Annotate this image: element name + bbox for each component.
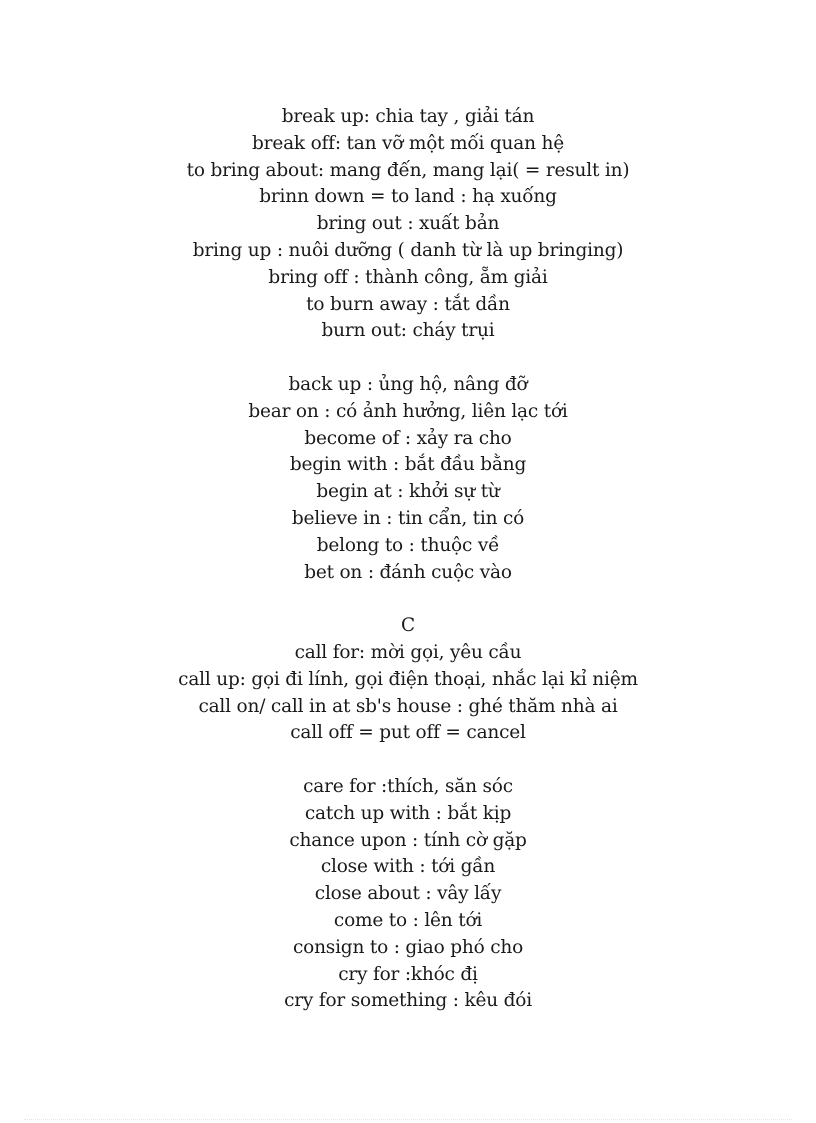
list-item: call on/ call in at sb's house : ghé thăm nhà ai [198, 695, 618, 717]
list-item: brinn down = to land : hạ xuống [259, 186, 557, 208]
list-item: call up: gọi đi lính, gọi điện thoại, nhắc lại kỉ niệm [178, 668, 638, 690]
section-c-group-1 [0, 640, 816, 747]
section-b-group-2 [0, 372, 816, 586]
list-item: bring off : thành công, ẵm giải [268, 266, 548, 288]
section-c-group-2 [0, 774, 816, 1015]
list-item: bear on : có ảnh hưởng, liên lạc tới [248, 400, 568, 422]
list-item: catch up with : bắt kịp [304, 802, 512, 824]
blank-line [0, 586, 816, 613]
list-item: to bring about: mang đến, mang lại( = result in) [186, 159, 630, 181]
list-item: believe in : tin cẩn, tin có [291, 507, 525, 529]
section-heading-c: C [401, 615, 415, 637]
list-item: back up : ủng hộ, nâng đỡ [288, 373, 528, 395]
list-item: close about : vây lấy [314, 883, 502, 905]
list-item: bet on : đánh cuộc vào [304, 561, 512, 583]
list-item: chance upon : tính cờ gặp [289, 829, 527, 851]
list-item: cry for :khóc đị [338, 963, 478, 985]
list-item: consign to : giao phó cho [292, 936, 524, 958]
page-bottom-divider [24, 1119, 792, 1120]
blank-line [0, 345, 816, 372]
list-item: call off = put off = cancel [290, 722, 526, 744]
list-item: become of : xảy ra cho [304, 427, 512, 449]
list-item: to burn away : tắt dần [306, 293, 510, 315]
list-item: break up: chia tay , giải tán [281, 106, 535, 127]
list-item: close with : tới gần [320, 856, 496, 878]
list-item: bring up : nuôi dưỡng ( danh từ là up bringing) [192, 239, 624, 261]
list-item: begin with : bắt đầu bằng [289, 454, 527, 476]
list-item: break off: tan vỡ một mối quan hệ [252, 132, 564, 154]
list-item: belong to : thuộc về [316, 534, 500, 556]
list-item: care for :thích, săn sóc [303, 775, 513, 797]
list-item: cry for something : kêu đói [284, 990, 532, 1012]
list-item: bring out : xuất bản [316, 213, 500, 235]
blank-line [0, 747, 816, 774]
list-item: call for: mời gọi, yêu cầu [294, 641, 522, 663]
list-item: begin at : khởi sự từ [316, 481, 500, 503]
phrasal-verb-list [0, 104, 816, 1015]
list-item: burn out: cháy trụi [321, 320, 495, 342]
section-b-group-1 [0, 104, 816, 345]
list-item: come to : lên tới [333, 909, 483, 931]
